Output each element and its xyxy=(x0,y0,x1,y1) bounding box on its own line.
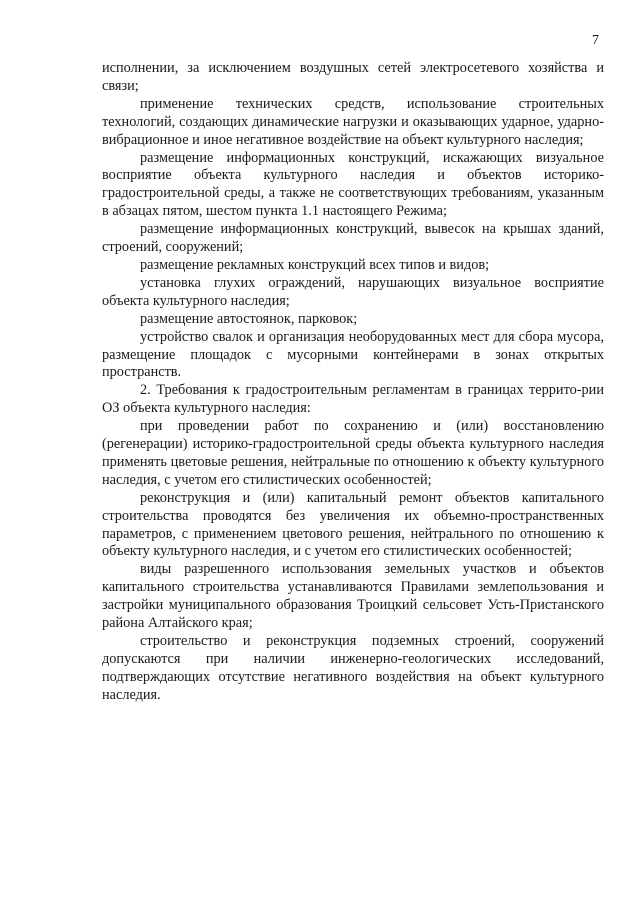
paragraph: исполнении, за исключением воздушных сетей электросетевого хозяйства и связи; xyxy=(102,60,604,94)
paragraph: установка глухих ограждений, нарушающих визуальное восприятие объекта культурного наследия; xyxy=(102,274,604,309)
section-heading-paragraph: 2. Требования к градостроительным регламентам в границах террито-рии ОЗ объекта культурного наследия: xyxy=(102,382,604,417)
paragraph: размещение автостоянок, парковок; xyxy=(140,310,358,327)
document-body xyxy=(102,60,604,705)
paragraph: строительство и реконструкция подземных строений, сооружений допускаются при наличии инженерно-геологических исследований, подтверждающих отсутствие негативного воздействия на объект культурного наследия. xyxy=(102,633,604,703)
paragraph: размещение информационных конструкций, вывесок на крышах зданий, строений, сооружений; xyxy=(102,221,604,256)
paragraph: реконструкция и (или) капитальный ремонт объектов капитального строительства проводятся без увеличения их объемно-пространственных параметров, с применением цветового решения, нейтрального по отношению к объекту культурного наследия, и с учетом его стилистических особенностей; xyxy=(102,489,604,560)
paragraph: применение технических средств, использование строительных технологий, создающих динамические нагрузки и оказывающих ударное, ударно-вибрационное и иное негативное воздействие на объект культурного наследия; xyxy=(102,95,604,148)
page-number: 7 xyxy=(592,33,599,48)
paragraph: размещение информационных конструкций, искажающих визуальное восприятие объекта культурного наследия и объектов историко-градостроительной среды, а также не соответствующих требованиям, указанным в абзацах пятом, шестом пункта 1.1 настоящего Режима; xyxy=(102,149,604,220)
paragraph: при проведении работ по сохранению и (или) восстановлению (регенерации) историко-градостроительной среды объекта культурного наследия применять цветовые решения, нейтральные по отношению к объекту культурного наследия, с учетом его стилистических особенностей; xyxy=(102,418,604,488)
paragraph: размещение рекламных конструкций всех типов и видов; xyxy=(140,256,490,273)
paragraph: виды разрешенного использования земельных участков и объектов капитального строительства устанавливаются Правилами землепользования и застройки муниципального образования Троицкий сельсовет Усть-Пристанского района Алтайского края; xyxy=(102,561,604,632)
paragraph: устройство свалок и организация необорудованных мест для сбора мусора, размещение площадок с мусорными контейнерами в зонах открытых пространств. xyxy=(102,328,604,381)
